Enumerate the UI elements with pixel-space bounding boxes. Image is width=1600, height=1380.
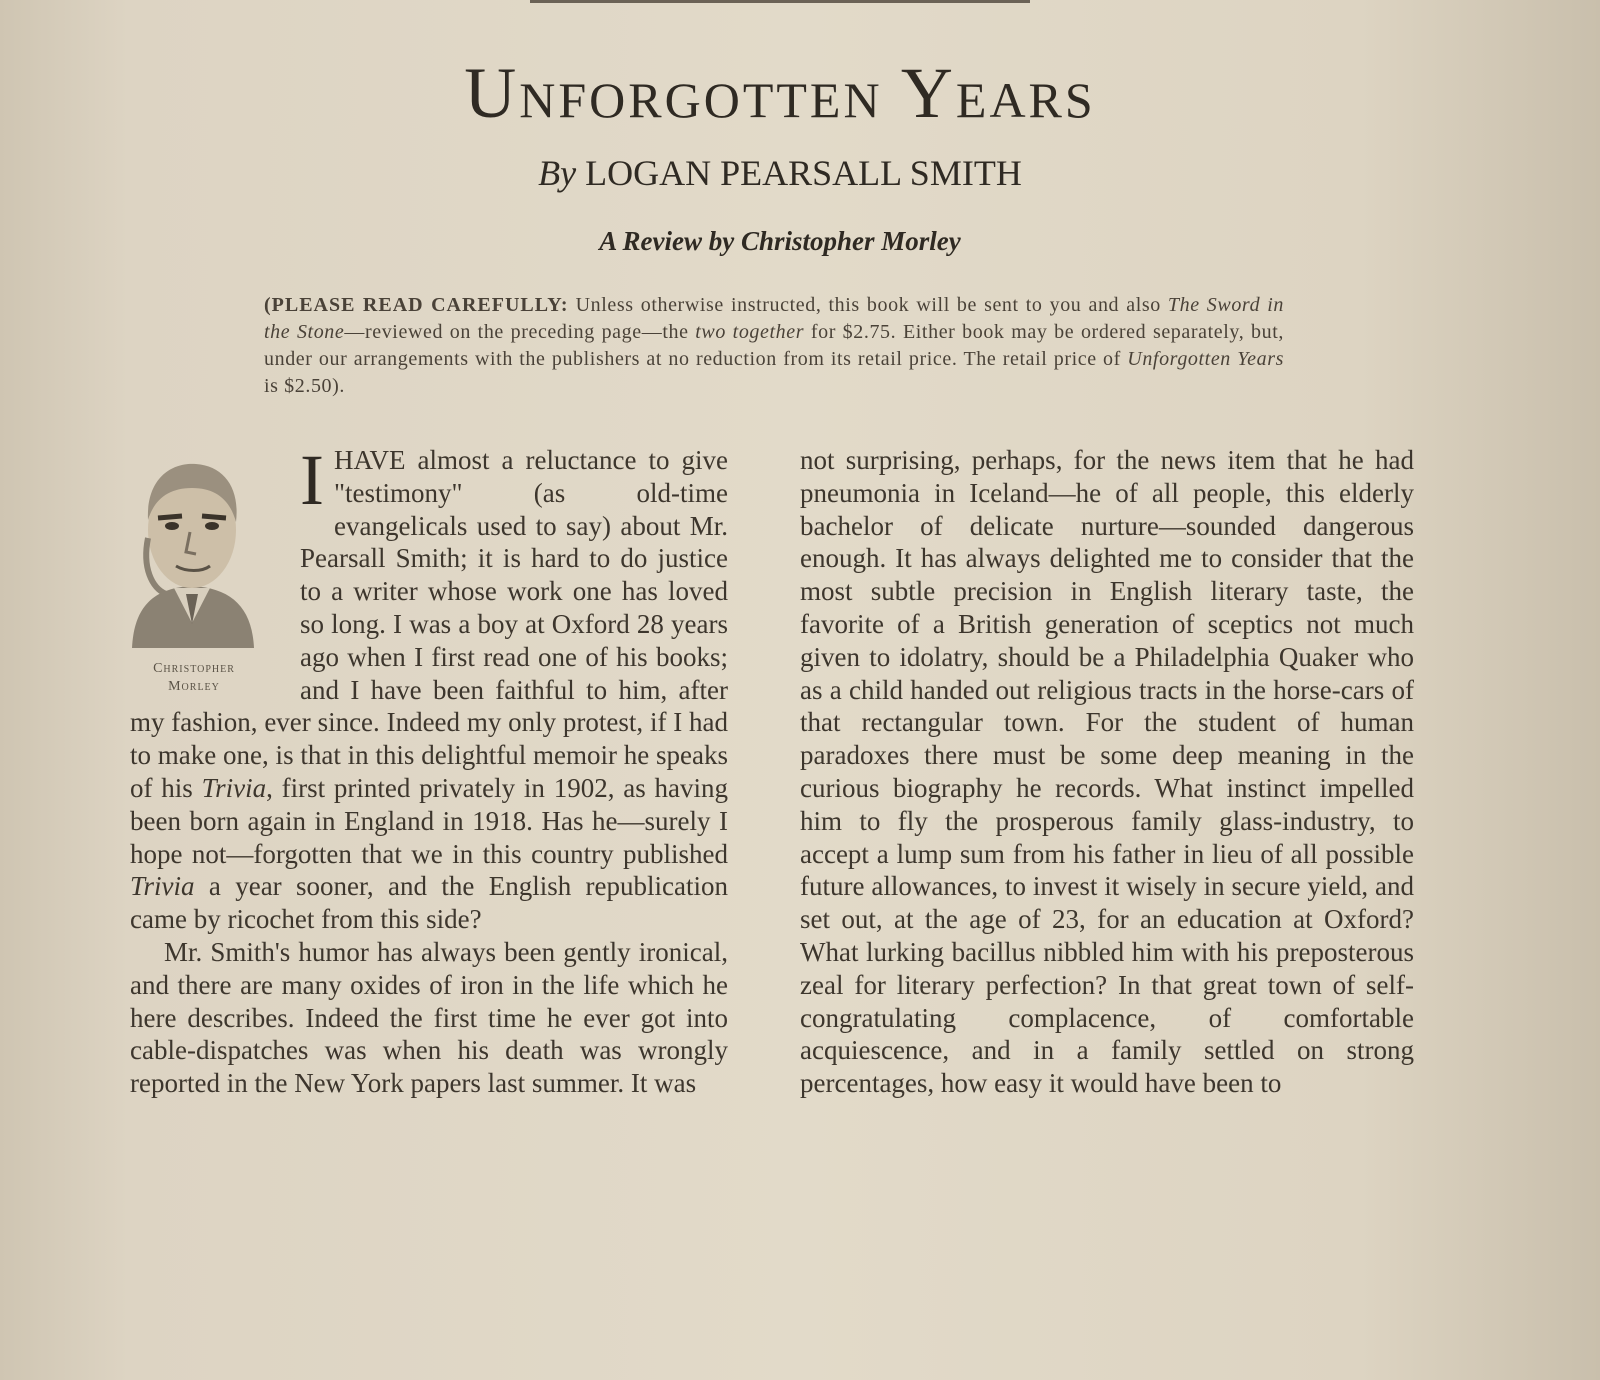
notice-lead: (PLEASE READ CAREFULLY: — [264, 294, 569, 316]
trivia-title-2: Trivia — [130, 871, 195, 902]
article-title: Unforgotten Years — [464, 53, 1096, 133]
paragraph-1-c: a year sooner, and the English republication came by ricochet from this side? — [130, 871, 728, 935]
notice-book2: The Sword in the Stone — [264, 294, 1285, 343]
top-rule — [530, 0, 1030, 3]
notice-book1: Unforgotten Years — [1127, 348, 1284, 370]
caption-line-1: Christopher — [153, 661, 235, 676]
notice-part2: —reviewed on the preceding page—the — [344, 321, 696, 343]
byline-prefix: By — [538, 153, 577, 193]
byline-author: LOGAN PEARSALL SMITH — [585, 153, 1022, 193]
drop-cap: I — [300, 440, 324, 520]
body-column-left — [130, 440, 729, 1100]
byline — [0, 152, 1560, 194]
paragraph-continued: not surprising, perhaps, for the news item that he had pneumonia in Iceland—he of all people, this elderly bachelor of delicate nurture—sounded dangerous enough. It has always delighted me to consider that the most subtle precision in English literary taste, the favorite of a British generation of sceptics not much given to idolatry, should be a Philadelphia Quaker who as a child handed out religious tracts in the horse-cars of that rectangular town. For the student of human paradoxes there must be some deep meaning in the curious biography he records. What instinct impelled him to fly the prosperous family glass-industry, to accept a lump sum from his father in lieu of all possible future allowances, to invest it wisely in secure yield, and set out, at the age of 23, for an education at Oxford? What lurking bacillus nibbled him with his preposterous zeal for literary perfection? In that great town of self-congratulating complacence, of comfortable acquiescence, and in a family settled on strong percentages, how easy it would have been to — [800, 445, 1414, 1099]
paragraph-1-b: , first printed privately in 1902, as having been born again in England in 1918. Has he—surely I hope not—forgotten that we in this country published — [130, 772, 729, 869]
body-column-right — [800, 444, 1414, 1100]
notice-part4: is $2.50). — [264, 375, 345, 397]
paragraph-1-a: HAVE almost a reluctance to give "testimony" (as old-time evangelicals used to say) about Mr. Pearsall Smith; it is hard to do justice to a writer whose work one has loved so long. I was a boy at Oxford 28 years ago when I first read one of his books; and I have been faithful to him, after my fashion, ever since. Indeed my only protest, if I had to make one, is that in this delightful memoir he speaks of his — [130, 445, 728, 803]
portrait-space — [130, 444, 300, 706]
notice-part3: for $2.75. Either book may be ordered separately, but, under our arrangements with the publishers at no reduction from its retail price. The retail price of — [264, 321, 1284, 370]
trivia-title-1: Trivia — [201, 772, 267, 803]
notice-part1: Unless otherwise instructed, this book will be sent to you and also — [568, 294, 1168, 316]
reviewer-line: A Review by Christopher Morley — [599, 226, 961, 256]
order-notice — [264, 292, 1284, 400]
caption-line-2: Morley — [168, 679, 220, 694]
notice-together: two together — [695, 321, 805, 343]
paragraph-2: Mr. Smith's humor has always been gently ironical, and there are many oxides of iron in the life which he here describes. Indeed the first time he ever got into cable-dispatches was when his death was wrongly reported in the New York papers last summer. It was — [130, 936, 728, 1099]
